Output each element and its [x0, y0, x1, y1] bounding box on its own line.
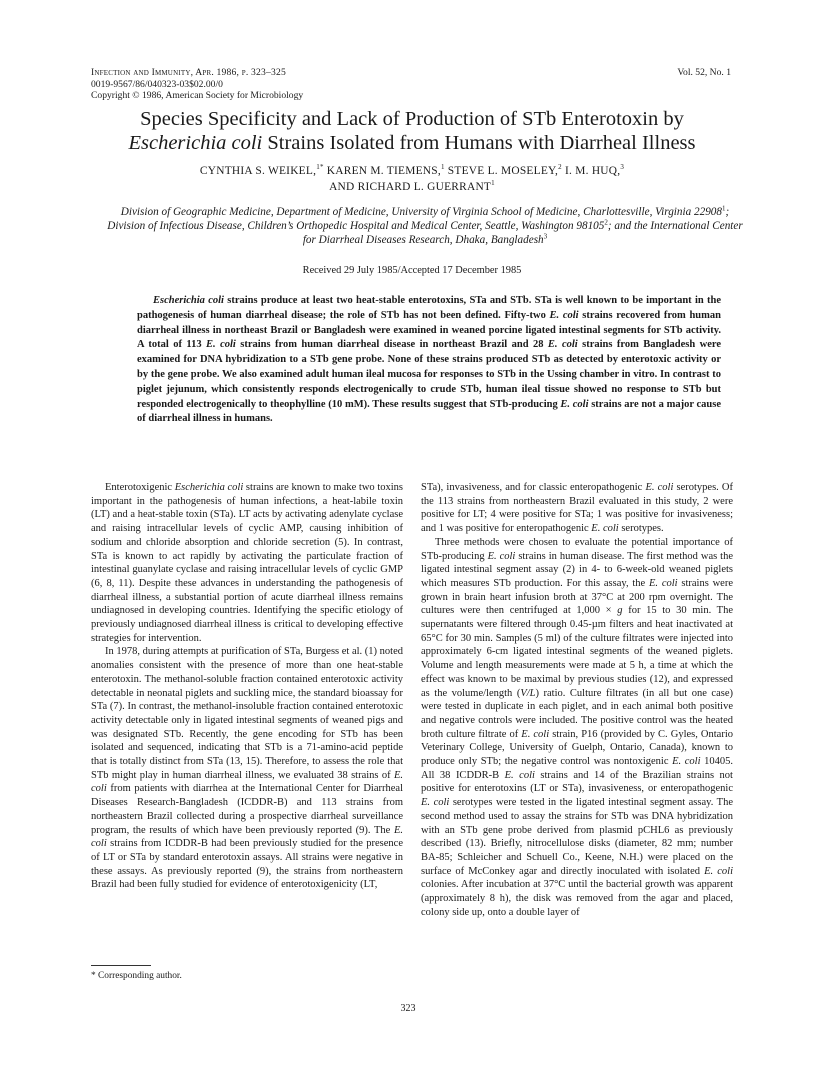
abstract-text: strains produce at least two heat-stable enterotoxins, STa and STb. STa is well known to be important in the pathogenesis of human diarrheal disease; the role of STb has not been defined. Fifty-two: [137, 295, 721, 321]
body-text: In 1978, during attempts at purification of STa, Burgess et al. (1) noted anomalies consistent with the presence of more than one heat-stable enterotoxin. The methanol-soluble fraction contained enterotoxic activity detectable in neonatal piglets and suckling mice, the standard bioassay for STa (7). In contrast, the methanol-insoluble fraction contained enterotoxic activity detectable only in ligated intestinal segments of weaned pigs and was designated STb. Recently, the gene encoding for STb has been isolated and sequenced, indicating that STb is a 71-amino-acid peptide that is totally distinct from STa (13, 15). Therefore, to assess the role that STb might play in human diarrheal illness, we evaluated 38 strains of: [91, 646, 403, 781]
abstract-text: strains from Bangladesh were examined for DNA hybridization to a STb gene probe. None of these strains produced STb as detected by enterotoxic activity or by the gene probe. We also examined adult human ileal mucosa for responses to STb in the Ussing chamber in vitro. In contrast to piglet jejunum, which consistently responds electrogenically to crude STb, human ileal tissue showed no response to STb but responded electrogenically to theophylline (10 mM). These results suggest that STb-producing: [137, 339, 721, 410]
issn-code: 0019-9567/86/040323-03$02.00/0: [91, 78, 223, 90]
body-column-right: [421, 481, 733, 920]
footnote-corresponding-author: * Corresponding author.: [91, 971, 182, 981]
affiliation-1-mark: 1: [721, 204, 726, 213]
species-name: E. coli: [704, 865, 733, 877]
affiliations: [101, 205, 749, 247]
body-paragraph-continued: [421, 481, 733, 536]
author-3-affil: 2: [558, 163, 562, 172]
abstract: [137, 294, 721, 427]
species-name: E. coli: [560, 398, 589, 410]
author-conjunction: AND: [329, 181, 355, 193]
body-text: Three methods were chosen to evaluate the potential importance of STb-producing: [421, 536, 733, 562]
author-3: STEVE L. MOSELEY,: [444, 165, 559, 177]
species-name: E. coli: [504, 769, 535, 781]
title-line-1: Species Specificity and Lack of Production of STb Enterotoxin by: [140, 108, 684, 130]
species-name: Escherichia coli: [153, 295, 224, 306]
gravity-unit: g: [617, 605, 623, 617]
author-1: CYNTHIA S. WEIKEL,: [199, 165, 317, 177]
body-text: strains from ICDDR-B had been previously studied for the presence of LT or STa by standard enterotoxin assays. All strains were negative in these assays. As previously reported (9), the strains from northeastern Brazil had been fully studied for evidence of enterotoxigenicity (LT,: [91, 838, 403, 891]
author-4-affil: 3: [620, 163, 625, 172]
body-text: strain, P16 (provided by C. Gyles, Ontario Veterinary College, University of Guelph, Ontario, Canada), known to produce only STb; the negative control was nontoxigenic: [421, 728, 733, 768]
species-name: E. coli: [648, 577, 678, 589]
body-text: serotypes.: [618, 523, 664, 535]
journal-citation: Infection and Immunity, Apr. 1986, p. 323–325: [91, 67, 286, 78]
author-2: KAREN M. TIEMENS,: [323, 165, 441, 177]
species-name: E. coli: [487, 550, 516, 562]
author-5-affil: 1: [491, 179, 495, 188]
species-name: E. coli: [421, 797, 450, 809]
species-name: E. coli: [521, 728, 550, 740]
body-text: serotypes. Of the 113 strains from northeastern Brazil evaluated in this study, 2 were positive for LT; 4 were positive for STa; 1 was positive for invasiveness; and 1 was positive for enteropathogenic: [421, 482, 733, 535]
article-title: [86, 107, 738, 155]
body-text: 10405. All 38 ICDDR-B: [421, 756, 733, 781]
species-name: E. coli: [91, 769, 403, 795]
author-2-affil: 1: [440, 163, 445, 172]
species-name: E. coli: [547, 339, 578, 351]
journal-header: [91, 67, 731, 102]
body-text: ) ratio. Culture filtrates (in all but one case) were tested in duplicate in each piglet, and in each animal both positive and negative controls were included. The positive control was the heated broth culture filtrate of: [421, 687, 733, 740]
title-organism: Escherichia coli: [128, 132, 263, 154]
copyright-line: Copyright © 1986, American Society for Microbiology: [91, 90, 304, 102]
abstract-paragraph: [137, 294, 721, 427]
volume-issue: Vol. 52, No. 1: [677, 67, 731, 78]
species-name: Escherichia coli: [174, 482, 244, 493]
body-paragraph-history: [91, 645, 403, 892]
species-name: E. coli: [672, 756, 701, 768]
affiliation-2-mark: 2: [604, 218, 608, 227]
body-text: STa), invasiveness, and for classic enteropathogenic: [421, 482, 646, 493]
abstract-text: strains from human diarrheal disease in northeast Brazil and 28: [235, 339, 548, 351]
body-text: from patients with diarrhea at the International Center for Diarrheal Diseases Research-Bangladesh (ICDDR-B) and 113 strains from northeastern Brazil collected during a prospective diarrheal surveillance program, the results of which have been previously reported (9). The: [91, 783, 403, 836]
body-text: strains in human disease. The first method was the ligated intestinal segment assay (2) in 4- to 6-week-old weaned piglets which measures STb production. For this assay, the: [421, 550, 733, 589]
body-column-left: [91, 481, 403, 892]
body-text: for 15 to 30 min. The supernatants were filtered through 0.45-µm filters and heat inactivated at 65°C for 30 min. Samples (5 ml) of the culture filtrates were injected into approximately 6-cm ligated intestinal segments of the weaned piglets. Volume and length measurements were made at 5 h, a time at which the effect was known to be maximal by previous studies (12), and expressed as the volume/length (: [421, 605, 733, 699]
species-name: E. coli: [91, 824, 403, 850]
author-5: RICHARD L. GUERRANT: [354, 181, 492, 193]
body-paragraph-methods: [421, 536, 733, 920]
species-name: E. coli: [645, 482, 674, 493]
author-4: I. M. HUQ,: [561, 165, 621, 177]
body-text: strains are known to make two toxins important in the pathogenesis of human infections, a heat-labile toxin (LT) and a heat-stable toxin (STa). LT acts by activating adenylate cyclase and raising intracellular levels of cyclic AMP, causing inhibition of sodium and chloride absorption and chloride secretion (5). In contrast, STa is known to act rapidly by activating the particulate fraction of intestinal guanylate cyclase and raising intracellular levels of cyclic GMP (6, 8, 11). Despite these advances in understanding the pathogenesis of diarrheal illness, a substantial portion of acute diarrheal illness remains undiagnosed in developing countries. Identifying the specific etiology of previously undiagnosed diarrheal illness is critical to developing effective strategies for intervention.: [91, 482, 404, 644]
body-text: serotypes were tested in the ligated intestinal segment assay. The second method used to assay the strains for STb was DNA hybridization with an STb gene probe derived from plasmid pCHL6 as previously described (13). Briefly, nitrocellulose disks (diameter, 82 mm; number BA-85; Schleicher and Schuell Co., Keene, N.H.) were placed on the surface of McConkey agar and directly inoculated with isolated: [421, 797, 733, 877]
received-dates: Received 29 July 1985/Accepted 17 December 1985: [302, 265, 522, 276]
species-name: E. coli: [591, 523, 619, 535]
affiliation-1: Division of Geographic Medicine, Department of Medicine, University of Virginia School of Medicine, Charlottesville, Virginia 22908: [120, 206, 722, 218]
page-number: 323: [400, 1003, 416, 1014]
body-text: Enterotoxigenic: [105, 482, 175, 493]
species-name: E. coli: [206, 339, 236, 351]
species-name: E. coli: [549, 309, 579, 321]
affiliation-2: ; Division of Infectious Disease, Children’s Orthopedic Hospital and Medical Center, Seattle, Washington 98105: [107, 206, 730, 232]
title-line-2: Strains Isolated from Humans with Diarrheal Illness: [262, 132, 696, 154]
footnote-divider: [91, 965, 151, 966]
body-text: colonies. After incubation at 37°C until the bacterial growth was apparent (approximately 8 h), the disk was removed from the agar and placed, colony side up, onto a double layer of: [421, 879, 733, 918]
author-1-affil: 1*: [316, 163, 324, 172]
body-paragraph-intro: [91, 481, 403, 645]
affiliation-3-mark: 3: [543, 232, 548, 241]
body-text: strains were grown in brain heart infusion broth at 37°C at 200 rpm overnight. The cultures were then centrifuged at 1,000 ×: [421, 577, 733, 617]
abstract-text: strains recovered from human diarrheal illness in northeast Brazil or Bangladesh were examined in weaned porcine ligated intestinal segments for STb activity. A total of 113: [137, 309, 721, 351]
ratio-symbol: V/L: [520, 687, 536, 699]
affiliation-3: ; and the International Center for Diarrheal Diseases Research, Dhaka, Bangladesh: [302, 220, 743, 246]
author-list: [86, 163, 738, 195]
body-text: strains and 14 of the Brazilian strains not positive for enterotoxins (LT or STa), invasiveness, or enteropathogenic: [421, 769, 733, 795]
abstract-text: strains are not a major cause of diarrheal illness in humans.: [137, 398, 722, 425]
